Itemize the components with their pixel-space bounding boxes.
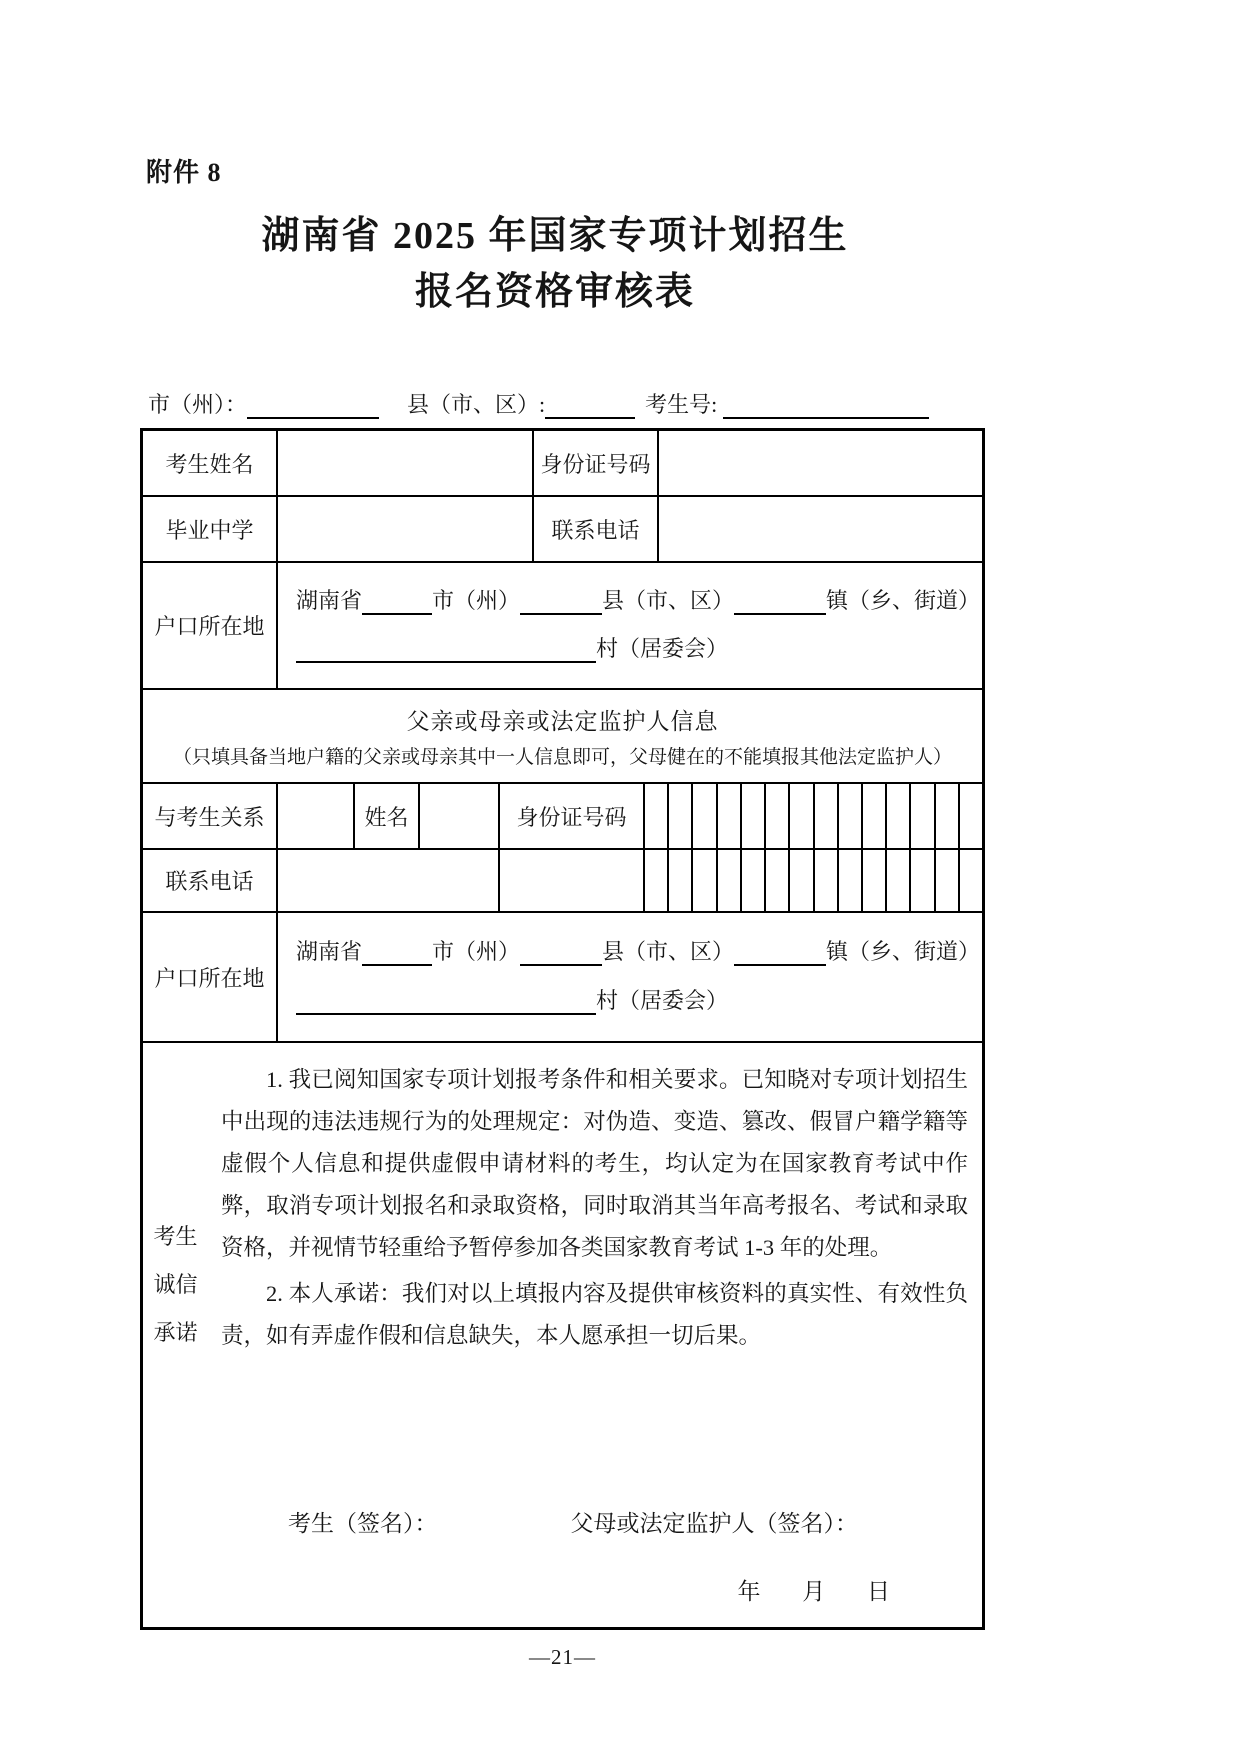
guardian-id-digit-grid bbox=[643, 784, 982, 848]
city-field-label: 市（州）： bbox=[148, 392, 248, 417]
digit-cell bbox=[788, 784, 812, 848]
row-guardian-residence bbox=[143, 911, 982, 1041]
residence-city-suffix: 市（州） bbox=[432, 588, 521, 613]
digit-cell bbox=[813, 784, 837, 848]
guardian-residence-county-suffix: 县（市、区） bbox=[602, 939, 735, 964]
residence-county-suffix: 县（市、区） bbox=[602, 588, 735, 613]
pledge-label-line3: 承诺 bbox=[153, 1320, 198, 1345]
digit-cell bbox=[788, 850, 812, 911]
digit-cell bbox=[934, 850, 958, 911]
pledge-paragraph-1: 1. 我已阅知国家专项计划报考条件和相关要求。已知晓对专项计划招生中出现的违法违规行为的处理规定：对伪造、变造、篡改、假冒户籍学籍等虚假个人信息和提供虚假申请材料的考生，均认定为在国家教育考试中作弊，取消专项计划报名和录取资格，同时取消其当年高考报名、考试和录取资格，并视情节轻重给予暂停参加各类国家教育考试 1-3 年的处理。 bbox=[221, 1067, 968, 1260]
residence-content bbox=[276, 563, 982, 688]
candidate-id-label: 身份证号码 bbox=[532, 431, 657, 495]
digit-cell bbox=[667, 850, 691, 911]
digit-cell bbox=[691, 850, 715, 911]
guardian-section-title: 父亲或母亲或法定监护人信息 bbox=[406, 708, 719, 734]
guardian-name-value bbox=[418, 784, 498, 848]
document-title-line1: 湖南省 2025 年国家专项计划招生 bbox=[261, 215, 849, 257]
digit-cell bbox=[740, 784, 764, 848]
row-candidate-residence bbox=[143, 561, 982, 688]
digit-cell bbox=[813, 850, 837, 911]
guardian-residence-town-blank bbox=[734, 940, 826, 966]
candidate-id-value bbox=[657, 431, 982, 495]
digit-cell bbox=[861, 850, 885, 911]
digit-cell bbox=[645, 784, 667, 848]
guardian-phone-blank bbox=[498, 850, 643, 911]
guardian-relation-value bbox=[276, 784, 353, 848]
application-form-table bbox=[140, 428, 985, 1630]
document-title-line2: 报名资格审核表 bbox=[414, 271, 695, 313]
row-candidate-name bbox=[143, 431, 982, 495]
date-day-label: 日 bbox=[867, 1579, 890, 1604]
candidate-name-label: 考生姓名 bbox=[165, 451, 254, 477]
residence-label: 户口所在地 bbox=[154, 614, 265, 639]
document-title bbox=[0, 208, 1110, 320]
school-label: 毕业中学 bbox=[165, 517, 254, 543]
digit-cell bbox=[934, 784, 958, 848]
guardian-residence-line2 bbox=[296, 984, 728, 1015]
pledge-paragraph-2: 2. 本人承诺：我们对以上填报内容及提供审核资料的真实性、有效性负责，如有弄虚作假和信息缺失，本人愿承担一切后果。 bbox=[221, 1281, 968, 1348]
guardian-residence-village-suffix: 村（居委会） bbox=[596, 988, 729, 1013]
digit-cell bbox=[909, 784, 933, 848]
guardian-residence-province: 湖南省 bbox=[296, 939, 363, 964]
digit-cell bbox=[837, 784, 861, 848]
school-value bbox=[276, 497, 532, 561]
guardian-section-note: （只填具备当地户籍的父亲或母亲其中一人信息即可，父母健在的不能填报其他法定监护人） bbox=[172, 747, 952, 769]
residence-line2 bbox=[296, 632, 728, 663]
residence-line1 bbox=[296, 584, 980, 615]
row-guardian-identity bbox=[143, 782, 982, 848]
pledge-row-label bbox=[143, 1043, 208, 1627]
guardian-residence-city-blank bbox=[362, 940, 432, 966]
pledge-label-line1: 考生 bbox=[153, 1224, 198, 1249]
pledge-label-line2: 诚信 bbox=[153, 1272, 198, 1297]
digit-cell bbox=[716, 784, 740, 848]
candidate-phone-value bbox=[657, 497, 982, 561]
digit-cell bbox=[885, 784, 909, 848]
guardian-name-label: 姓名 bbox=[353, 784, 418, 848]
guardian-residence-town-suffix: 镇（乡、街道） bbox=[826, 939, 981, 964]
digit-cell bbox=[645, 850, 667, 911]
guardian-phone-value bbox=[276, 850, 498, 911]
residence-town-blank bbox=[734, 589, 826, 615]
residence-county-blank bbox=[520, 589, 602, 615]
guardian-id-label: 身份证号码 bbox=[498, 784, 643, 848]
attachment-label: 附件 8 bbox=[146, 158, 222, 187]
row-guardian-header bbox=[143, 688, 982, 782]
digit-cell bbox=[958, 784, 982, 848]
residence-city-blank bbox=[362, 589, 432, 615]
candidate-no-blank-line bbox=[723, 393, 929, 419]
date-year-label: 年 bbox=[737, 1579, 761, 1604]
guardian-signature-label: 父母或法定监护人（签名）： bbox=[570, 1511, 858, 1536]
city-blank-line bbox=[247, 393, 379, 419]
guardian-residence-content bbox=[276, 913, 982, 1041]
guardian-residence-county-blank bbox=[520, 940, 602, 966]
digit-cell bbox=[861, 784, 885, 848]
guardian-residence-line1 bbox=[296, 935, 980, 966]
guardian-phone-digit-grid bbox=[643, 850, 982, 911]
guardian-relation-label: 与考生关系 bbox=[154, 804, 265, 830]
date-row bbox=[221, 1571, 968, 1613]
row-guardian-phone bbox=[143, 848, 982, 911]
page-number: —21— bbox=[529, 1645, 596, 1669]
guardian-header-cell bbox=[143, 690, 982, 782]
header-fields bbox=[148, 388, 988, 419]
digit-cell bbox=[958, 850, 982, 911]
digit-cell bbox=[837, 850, 861, 911]
residence-village-blank bbox=[296, 637, 596, 663]
digit-cell bbox=[764, 784, 788, 848]
digit-cell bbox=[691, 784, 715, 848]
candidate-no-label: 考生号: bbox=[645, 392, 718, 417]
candidate-phone-label: 联系电话 bbox=[532, 497, 657, 561]
residence-province: 湖南省 bbox=[296, 588, 363, 613]
candidate-name-value bbox=[276, 431, 532, 495]
digit-cell bbox=[667, 784, 691, 848]
digit-cell bbox=[909, 850, 933, 911]
guardian-residence-city-suffix: 市（州） bbox=[432, 939, 521, 964]
residence-village-suffix: 村（居委会） bbox=[596, 636, 729, 661]
guardian-residence-label: 户口所在地 bbox=[154, 965, 265, 991]
guardian-phone-label: 联系电话 bbox=[165, 869, 254, 894]
candidate-signature-label: 考生（签名）： bbox=[288, 1511, 438, 1536]
county-field-label: 县（市、区）: bbox=[407, 392, 546, 417]
digit-cell bbox=[740, 850, 764, 911]
county-blank-line bbox=[545, 393, 635, 419]
guardian-residence-village-blank bbox=[296, 989, 596, 1015]
digit-cell bbox=[716, 850, 740, 911]
digit-cell bbox=[764, 850, 788, 911]
row-integrity-pledge bbox=[143, 1041, 982, 1627]
digit-cell bbox=[885, 850, 909, 911]
pledge-content bbox=[208, 1043, 982, 1627]
date-month-label: 月 bbox=[802, 1579, 826, 1604]
signature-row bbox=[221, 1503, 968, 1545]
row-graduating-school bbox=[143, 495, 982, 561]
residence-town-suffix: 镇（乡、街道） bbox=[826, 588, 981, 613]
